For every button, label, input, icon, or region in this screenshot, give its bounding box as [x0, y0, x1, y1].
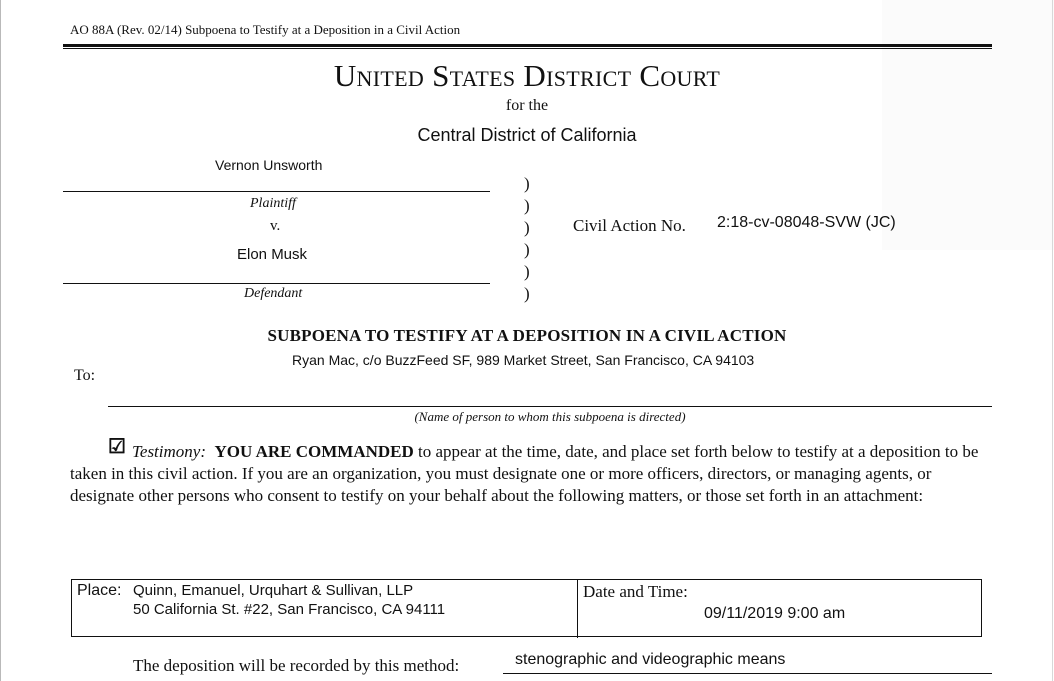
- defendant-name-field[interactable]: Elon Musk: [237, 246, 308, 263]
- table-divider: [577, 580, 578, 638]
- recipient-underline: [108, 406, 992, 407]
- header-rule-thin: [63, 48, 992, 49]
- method-underline: [503, 673, 992, 674]
- commanded-text: YOU ARE COMMANDED: [214, 442, 414, 461]
- caption-bracket: ): [524, 174, 530, 193]
- header-rule-thick: [63, 44, 992, 47]
- defendant-label: Defendant: [244, 286, 303, 301]
- testimony-checkbox-icon[interactable]: ☑: [108, 436, 126, 458]
- place-label: Place:: [77, 582, 122, 599]
- date-time-field[interactable]: 09/11/2019 9:00 am: [704, 605, 846, 622]
- testimony-label: Testimony:: [132, 442, 206, 461]
- place-address-field[interactable]: 50 California St. #22, San Francisco, CA 94111: [133, 601, 446, 618]
- recipient-caption: (Name of person to whom this subpoena is directed): [414, 409, 686, 424]
- caption-bracket: ): [524, 240, 530, 259]
- plaintiff-name-field[interactable]: Vernon Unsworth: [215, 157, 323, 173]
- subpoena-title: SUBPOENA TO TESTIFY AT A DEPOSITION IN A CIVIL ACTION: [267, 326, 787, 345]
- versus-label: v.: [270, 218, 281, 234]
- caption-bracket: ): [524, 196, 530, 215]
- place-name-field[interactable]: Quinn, Emanuel, Urquhart & Sullivan, LLP: [133, 582, 414, 599]
- testimony-text: to appear at the time, date, and place set forth below to testify at a deposition to be taken in this civil action. If you are an organization, you must designate one or more officers, directors, or managing agents, or designate other persons who consent to testify on your behalf about the following matters, or those set forth in an attachment:: [70, 442, 979, 505]
- caption-bracket: ): [524, 262, 530, 281]
- court-title-text: United States District Court: [333, 58, 721, 93]
- method-label: The deposition will be recorded by this method:: [133, 656, 460, 675]
- to-label: To:: [74, 367, 96, 384]
- civil-action-label: Civil Action No.: [573, 216, 686, 235]
- caption-bracket: ): [524, 284, 530, 303]
- court-title: [0, 58, 1054, 94]
- testimony-paragraph: [70, 441, 985, 507]
- for-the-label: for the: [505, 97, 549, 114]
- recipient-field[interactable]: Ryan Mac, c/o BuzzFeed SF, 989 Market Street, San Francisco, CA 94103: [292, 352, 755, 368]
- caption-bracket: ): [524, 218, 530, 237]
- defendant-underline: [63, 283, 490, 284]
- civil-action-number-field[interactable]: 2:18-cv-08048-SVW (JC): [717, 214, 896, 231]
- plaintiff-label: Plaintiff: [250, 196, 296, 211]
- district-name[interactable]: Central District of California: [417, 125, 637, 145]
- method-field[interactable]: stenographic and videographic means: [515, 651, 786, 668]
- plaintiff-underline: [63, 191, 490, 192]
- date-time-label: Date and Time:: [583, 582, 688, 601]
- form-identifier: AO 88A (Rev. 02/14) Subpoena to Testify at a Deposition in a Civil Action: [70, 22, 461, 37]
